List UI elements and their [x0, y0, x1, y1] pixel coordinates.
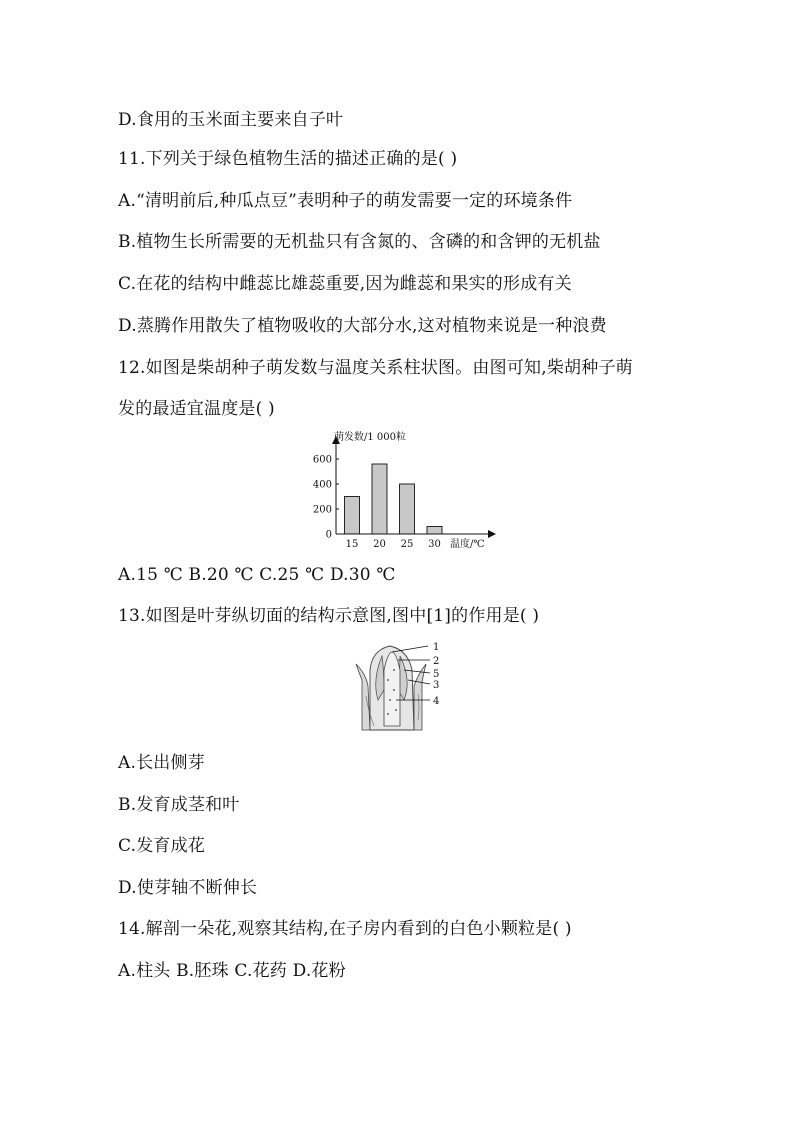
q11-option-b[interactable]: B.植物生长所需要的无机盐只有含氮的、含磷的和含钾的无机盐 — [118, 232, 601, 252]
y-tick-400: 400 — [312, 479, 332, 491]
q11-stem: 11.下列关于绿色植物生活的描述正确的是( ) — [118, 149, 458, 169]
q11-option-d[interactable]: D.蒸腾作用散失了植物吸收的大部分水,这对植物来说是一种浪费 — [118, 316, 607, 336]
label-3: 3 — [433, 680, 440, 691]
leaf-bud-figure — [348, 640, 458, 738]
chart-bars — [345, 464, 443, 534]
y-axis-label: 萌发数/1 000粒 — [334, 432, 406, 443]
bar-30 — [427, 527, 442, 535]
label-2: 2 — [433, 656, 440, 667]
x-axis-label: 温度/℃ — [450, 539, 485, 550]
q13-option-d[interactable]: D.使芽轴不断伸长 — [118, 878, 258, 898]
bar-25 — [400, 484, 415, 534]
x-tick-15: 15 — [345, 539, 359, 550]
q14-options[interactable]: A.柱头 B.胚珠 C.花药 D.花粉 — [118, 961, 346, 981]
q13-option-b[interactable]: B.发育成茎和叶 — [118, 795, 240, 815]
q12-options[interactable]: A.15 ℃ B.20 ℃ C.25 ℃ D.30 ℃ — [118, 565, 396, 585]
label-1: 1 — [433, 642, 440, 653]
label-4: 4 — [433, 696, 440, 707]
y-tick-200: 200 — [312, 504, 332, 516]
q12-stem-line2: 发的最适宜温度是( ) — [118, 399, 275, 419]
q11-option-c[interactable]: C.在花的结构中雌蕊比雄蕊重要,因为雌蕊和果实的形成有关 — [118, 274, 572, 294]
x-tick-20: 20 — [373, 539, 386, 550]
bar-15 — [345, 497, 360, 535]
q10-option-d: D.食用的玉米面主要来自子叶 — [118, 110, 344, 130]
germination-bar-chart — [306, 428, 506, 552]
leaf-bud-drawing — [356, 646, 426, 730]
x-tick-30: 30 — [428, 539, 441, 550]
q13-option-a[interactable]: A.长出侧芽 — [118, 753, 205, 773]
y-tick-labels — [313, 455, 339, 541]
label-5: 5 — [433, 669, 440, 680]
q11-option-a[interactable]: A.“清明前后,种瓜点豆”表明种子的萌发需要一定的环境条件 — [118, 191, 573, 211]
q14-stem: 14.解剖一朵花,观察其结构,在子房内看到的白色小颗粒是( ) — [118, 919, 572, 939]
x-tick-25: 25 — [400, 539, 414, 550]
y-tick-0: 0 — [325, 529, 332, 541]
x-tick-labels — [346, 539, 441, 550]
y-tick-600: 600 — [312, 454, 332, 466]
q12-stem-line1: 12.如图是柴胡种子萌发数与温度关系柱状图。由图可知,柴胡种子萌 — [118, 358, 633, 378]
x-axis-arrow — [488, 530, 496, 538]
bar-20 — [372, 464, 387, 534]
q13-stem: 13.如图是叶芽纵切面的结构示意图,图中[1]的作用是( ) — [118, 606, 540, 626]
q13-option-c[interactable]: C.发育成花 — [118, 836, 206, 856]
